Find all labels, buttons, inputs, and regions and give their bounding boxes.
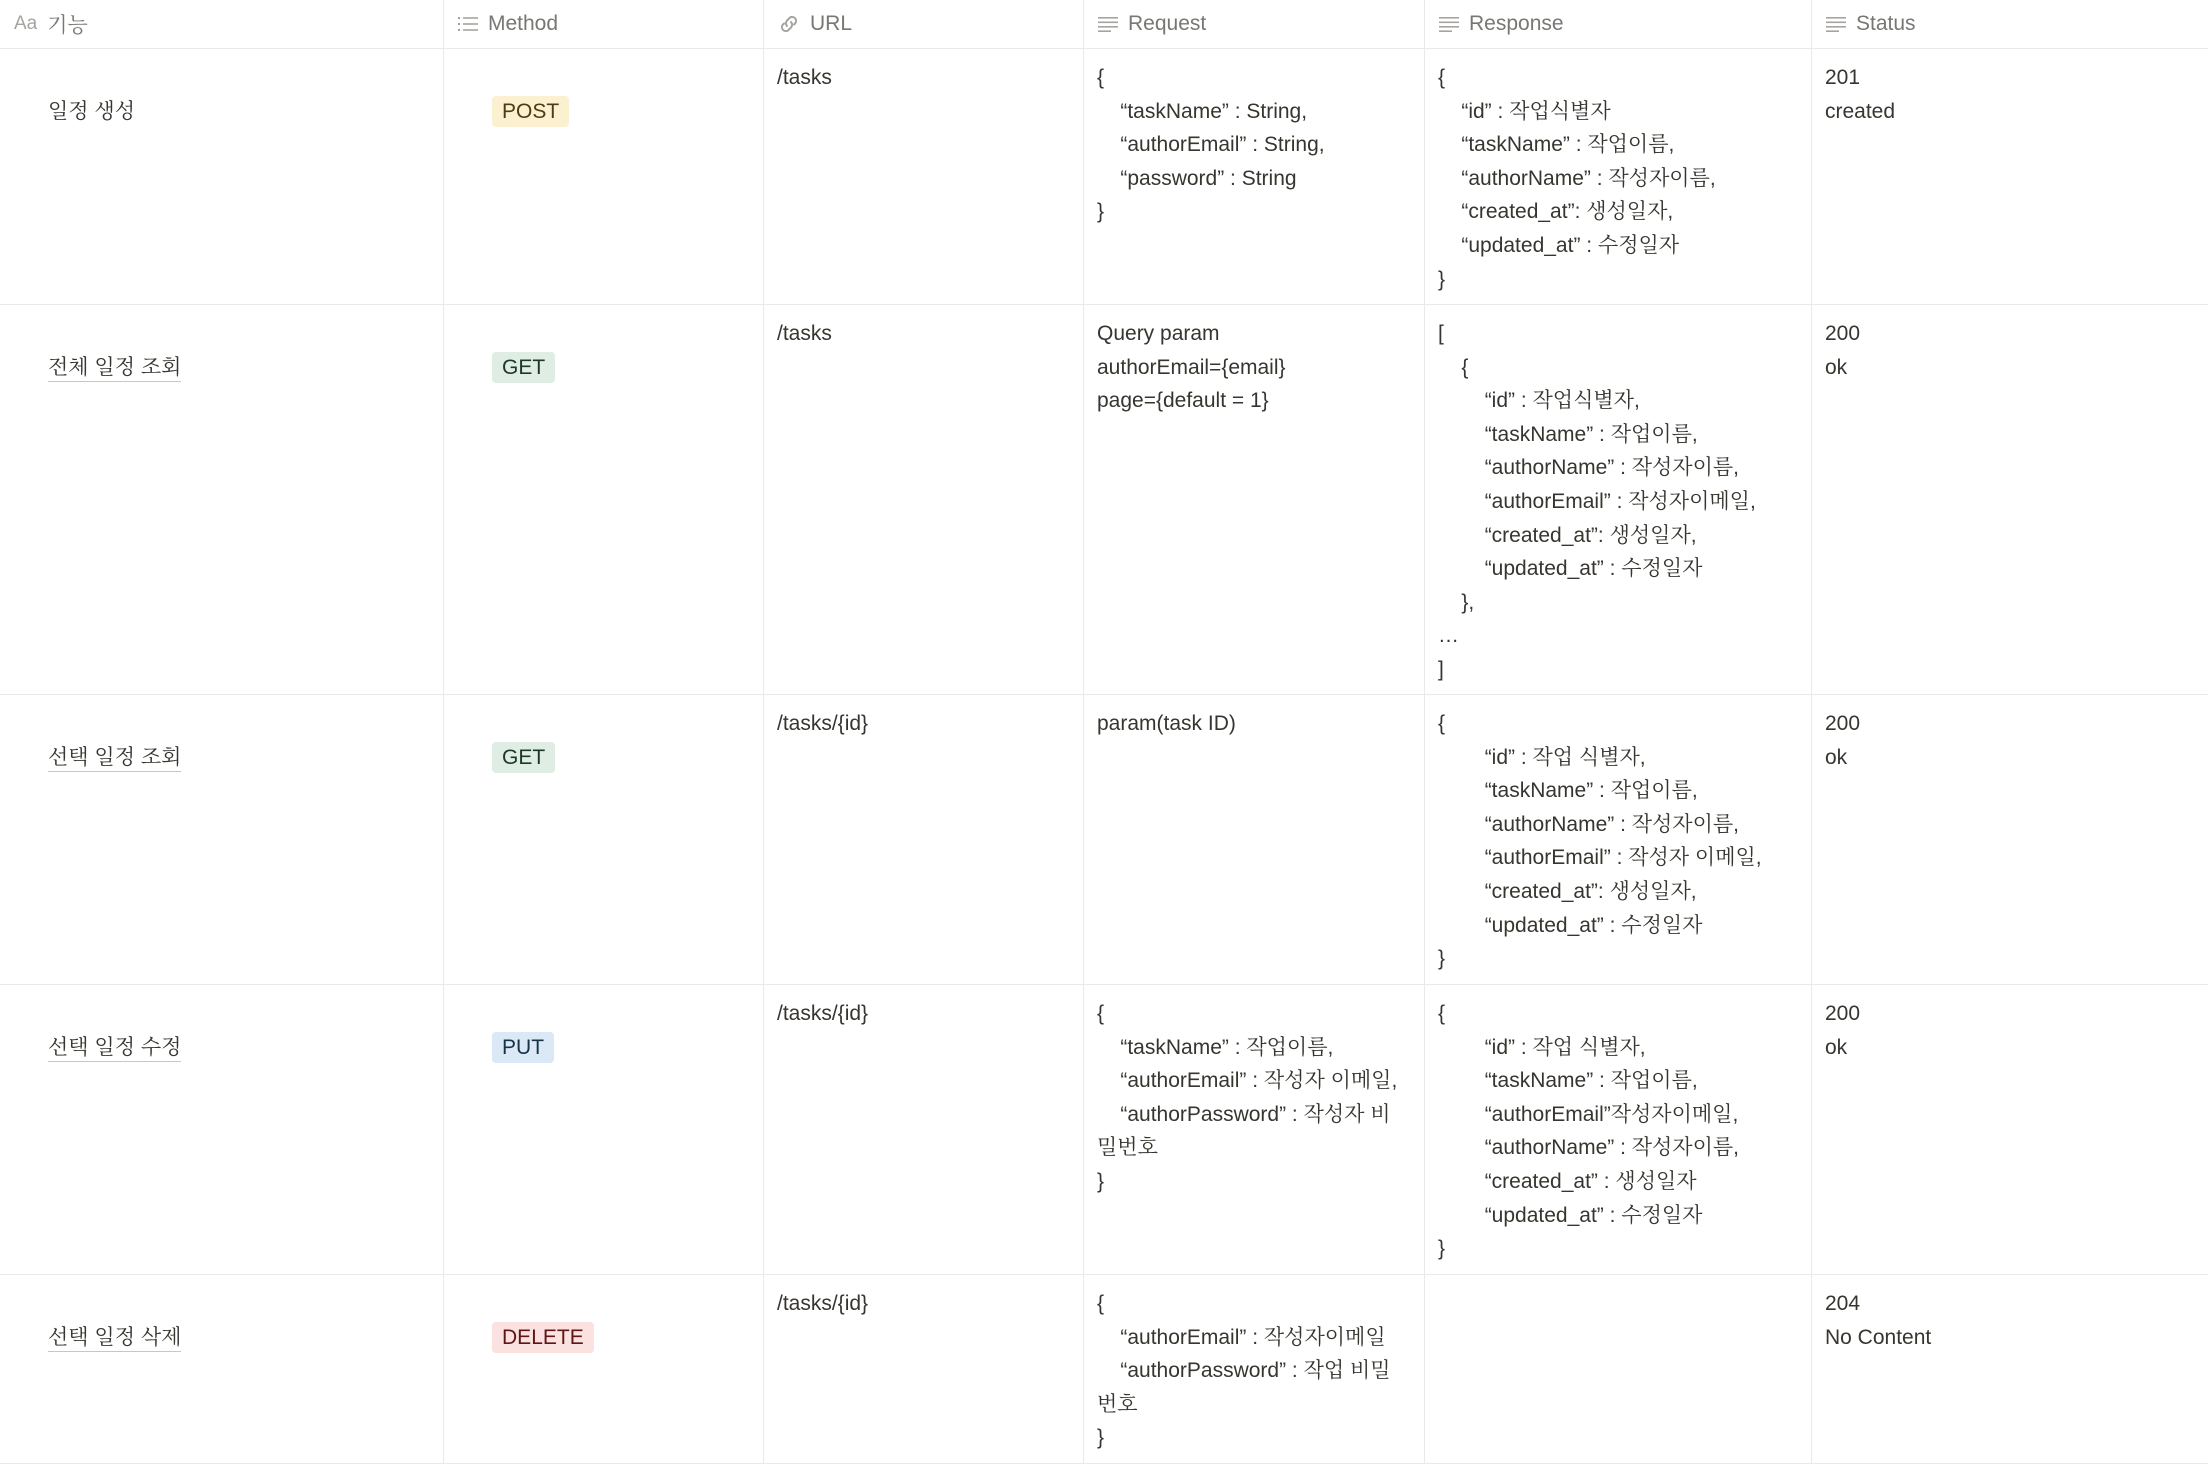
text-lines-icon — [1098, 16, 1118, 32]
request-cell[interactable]: { “taskName” : String, “authorEmail” : String, “password” : String } — [1084, 49, 1425, 304]
table-row[interactable] — [0, 1275, 2208, 1464]
column-header-feature[interactable] — [0, 0, 444, 48]
feature-title[interactable]: 선택 일정 삭제 — [48, 1325, 181, 1352]
feature-cell[interactable] — [0, 305, 444, 694]
url-cell[interactable]: /tasks/{id} — [764, 695, 1084, 984]
status-cell[interactable]: 200 ok — [1825, 1002, 1861, 1059]
aa-title-icon: Aa — [14, 13, 38, 34]
method-tag-put: PUT — [492, 1032, 554, 1063]
status-cell[interactable]: 201 created — [1825, 66, 1896, 123]
url-cell[interactable]: /tasks — [764, 305, 1084, 694]
column-header-label: Method — [488, 12, 559, 35]
list-icon — [458, 16, 478, 32]
column-header-label: 기능 — [47, 14, 88, 37]
feature-title[interactable]: 선택 일정 조회 — [48, 745, 181, 772]
table-row[interactable] — [0, 49, 2208, 305]
column-header-method[interactable] — [444, 0, 764, 48]
url-cell[interactable]: /tasks/{id} — [764, 1275, 1084, 1463]
method-tag-post: POST — [492, 96, 569, 127]
response-cell[interactable]: { “id” : 작업 식별자, “taskName” : 작업이름, “authorEmail”작성자이메일, “authorName” : 작성자이름, “created_at” : 생성일자 “updated_at” : 수정일자 } — [1425, 985, 1812, 1274]
response-cell[interactable]: { “id” : 작업식별자 “taskName” : 작업이름, “authorName” : 작성자이름, “created_at”: 생성일자, “updated_at” : 수정일자 } — [1425, 49, 1812, 304]
column-header-label: Request — [1128, 12, 1207, 35]
feature-title[interactable]: 전체 일정 조회 — [48, 355, 181, 382]
response-cell[interactable]: [ { “id” : 작업식별자, “taskName” : 작업이름, “authorName” : 작성자이름, “authorEmail” : 작성자이메일, “created_at”: 생성일자, “updated_at” : 수정일자 }, … ] — [1425, 305, 1812, 694]
table-row[interactable] — [0, 305, 2208, 695]
status-cell[interactable]: 200 ok — [1825, 322, 1861, 379]
method-tag-get: GET — [492, 742, 555, 773]
request-cell[interactable]: { “taskName” : 작업이름, “authorEmail” : 작성자 이메일, “authorPassword” : 작성자 비밀번호 } — [1084, 985, 1425, 1274]
feature-title[interactable]: 일정 생성 — [48, 99, 135, 123]
response-cell[interactable]: { “id” : 작업 식별자, “taskName” : 작업이름, “authorName” : 작성자이름, “authorEmail” : 작성자 이메일, “created_at”: 생성일자, “updated_at” : 수정일자 } — [1425, 695, 1812, 984]
table-row[interactable] — [0, 695, 2208, 985]
feature-cell[interactable] — [0, 985, 444, 1274]
column-header-url[interactable] — [764, 0, 1084, 48]
method-tag-get: GET — [492, 352, 555, 383]
method-cell[interactable] — [444, 985, 764, 1274]
url-cell[interactable]: /tasks/{id} — [764, 985, 1084, 1274]
url-cell[interactable]: /tasks — [764, 49, 1084, 304]
feature-cell[interactable] — [0, 1275, 444, 1463]
request-cell[interactable]: Query param authorEmail={email} page={default = 1} — [1084, 305, 1425, 694]
column-header-response[interactable] — [1425, 0, 1812, 48]
column-header-request[interactable] — [1084, 0, 1425, 48]
feature-cell[interactable] — [0, 695, 444, 984]
method-tag-delete: DELETE — [492, 1322, 594, 1353]
feature-title[interactable]: 선택 일정 수정 — [48, 1035, 181, 1062]
column-header-status[interactable] — [1812, 0, 2208, 48]
response-cell[interactable] — [1425, 1275, 1812, 1463]
text-lines-icon — [1826, 16, 1846, 32]
request-cell[interactable]: param(task ID) — [1084, 695, 1425, 984]
status-cell[interactable]: 200 ok — [1825, 712, 1861, 769]
table-header — [0, 0, 2208, 49]
status-cell[interactable]: 204 No Content — [1825, 1292, 1932, 1349]
column-header-label: Response — [1469, 12, 1564, 35]
method-cell[interactable] — [444, 305, 764, 694]
column-header-label: Status — [1856, 12, 1916, 35]
method-cell[interactable] — [444, 49, 764, 304]
request-cell[interactable]: { “authorEmail” : 작성자이메일 “authorPassword” : 작업 비밀번호 } — [1084, 1275, 1425, 1463]
method-cell[interactable] — [444, 1275, 764, 1463]
text-lines-icon — [1439, 16, 1459, 32]
feature-cell[interactable] — [0, 49, 444, 304]
method-cell[interactable] — [444, 695, 764, 984]
table-row[interactable] — [0, 985, 2208, 1275]
link-icon — [778, 13, 800, 35]
column-header-label: URL — [810, 12, 853, 35]
